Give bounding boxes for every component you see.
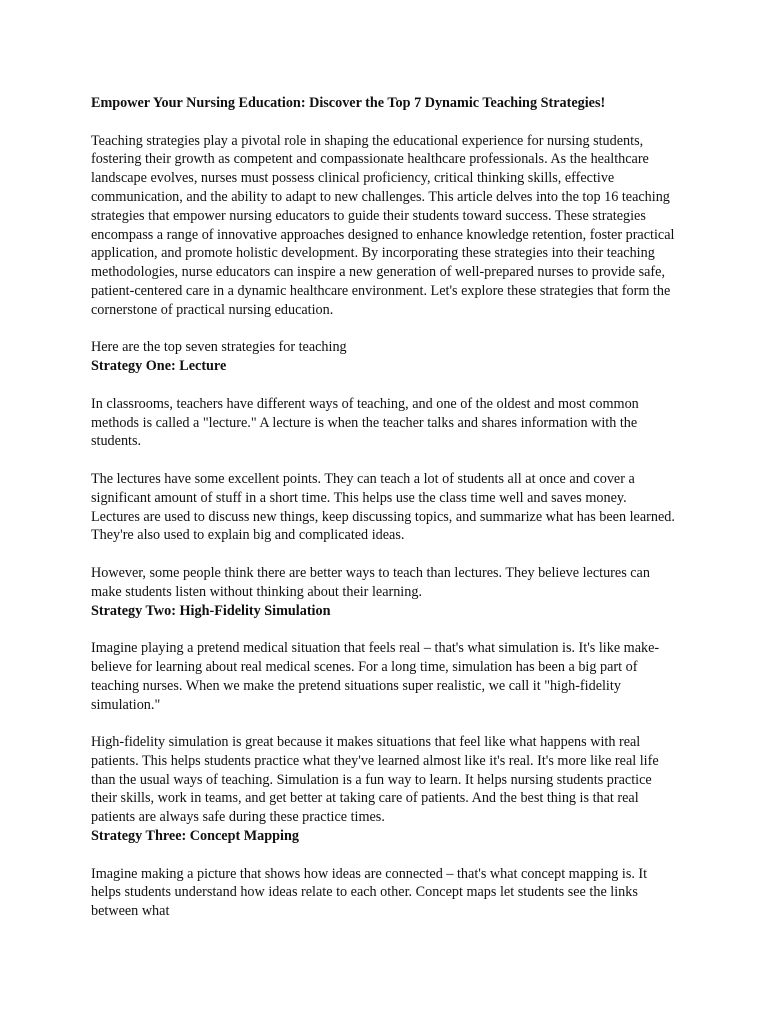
strategy-two-paragraph-2: High-fidelity simulation is great because it makes situations that feel like what happens with real patients. This helps students practice what they've learned almost like it's real. It's more like real life than the usual ways of teaching. Simulation is a fun way to learn. It helps nursing students practice their skills, work in teams, and get better at taking care of patients. And the best thing is that real patients are always safe during these practice times. (91, 734, 659, 826)
document-page (91, 94, 677, 921)
intro-paragraph: Teaching strategies play a pivotal role in shaping the educational experience for nursing students, fostering their growth as competent and compassionate healthcare professionals. As the healthcare landscape evolves, nurses must possess clinical proficiency, critical thinking skills, effective communication, and the ability to adapt to new challenges. This article delves into the top 16 teaching strategies that empower nursing educators to guide their students toward success. These strategies encompass a range of innovative approaches designed to enhance knowledge retention, foster practical application, and promote holistic development. By incorporating these strategies into their teaching methodologies, nurse educators can inspire a new generation of well-prepared nurses to provide safe, patient-centered care in a dynamic healthcare environment. Let's explore these strategies that form the cornerstone of practical nursing education. (91, 132, 675, 318)
strategy-three-paragraph-1: Imagine making a picture that shows how ideas are connected – that's what concept mapping is. It helps students understand how ideas relate to each other. Concept maps let students see the links between what (91, 865, 648, 920)
strategy-one-heading: Strategy One: Lecture (91, 358, 227, 375)
strategy-one-paragraph-1: In classrooms, teachers have different ways of teaching, and one of the oldest and most common methods is called a "lecture." A lecture is when the teacher talks and shares information with the students. (91, 395, 639, 450)
strategy-one-paragraph-2: The lectures have some excellent points. They can teach a lot of students all at once and cover a significant amount of stuff in a short time. This helps use the class time well and saves money. Lectures are used to discuss new things, keep discussing topics, and summarize what has been learned. They're also used to explain big and complicated ideas. (91, 470, 675, 544)
strategy-three-heading: Strategy Three: Concept Mapping (91, 828, 299, 845)
strategy-two-paragraph-1: Imagine playing a pretend medical situation that feels real – that's what simulation is. It's like make-believe for learning about real medical scenes. For a long time, simulation has been a big part of teaching nurses. When we make the pretend situations super realistic, we call it "high-fidelity simulation." (91, 640, 660, 713)
lead-in-text: Here are the top seven strategies for teaching (91, 339, 347, 356)
document-title: Empower Your Nursing Education: Discover the Top 7 Dynamic Teaching Strategies! (91, 95, 606, 111)
strategy-one-paragraph-3: However, some people think there are better ways to teach than lectures. They believe lectures can make students listen without thinking about their learning. (91, 564, 650, 600)
strategy-two-heading: Strategy Two: High-Fidelity Simulation (91, 602, 331, 619)
